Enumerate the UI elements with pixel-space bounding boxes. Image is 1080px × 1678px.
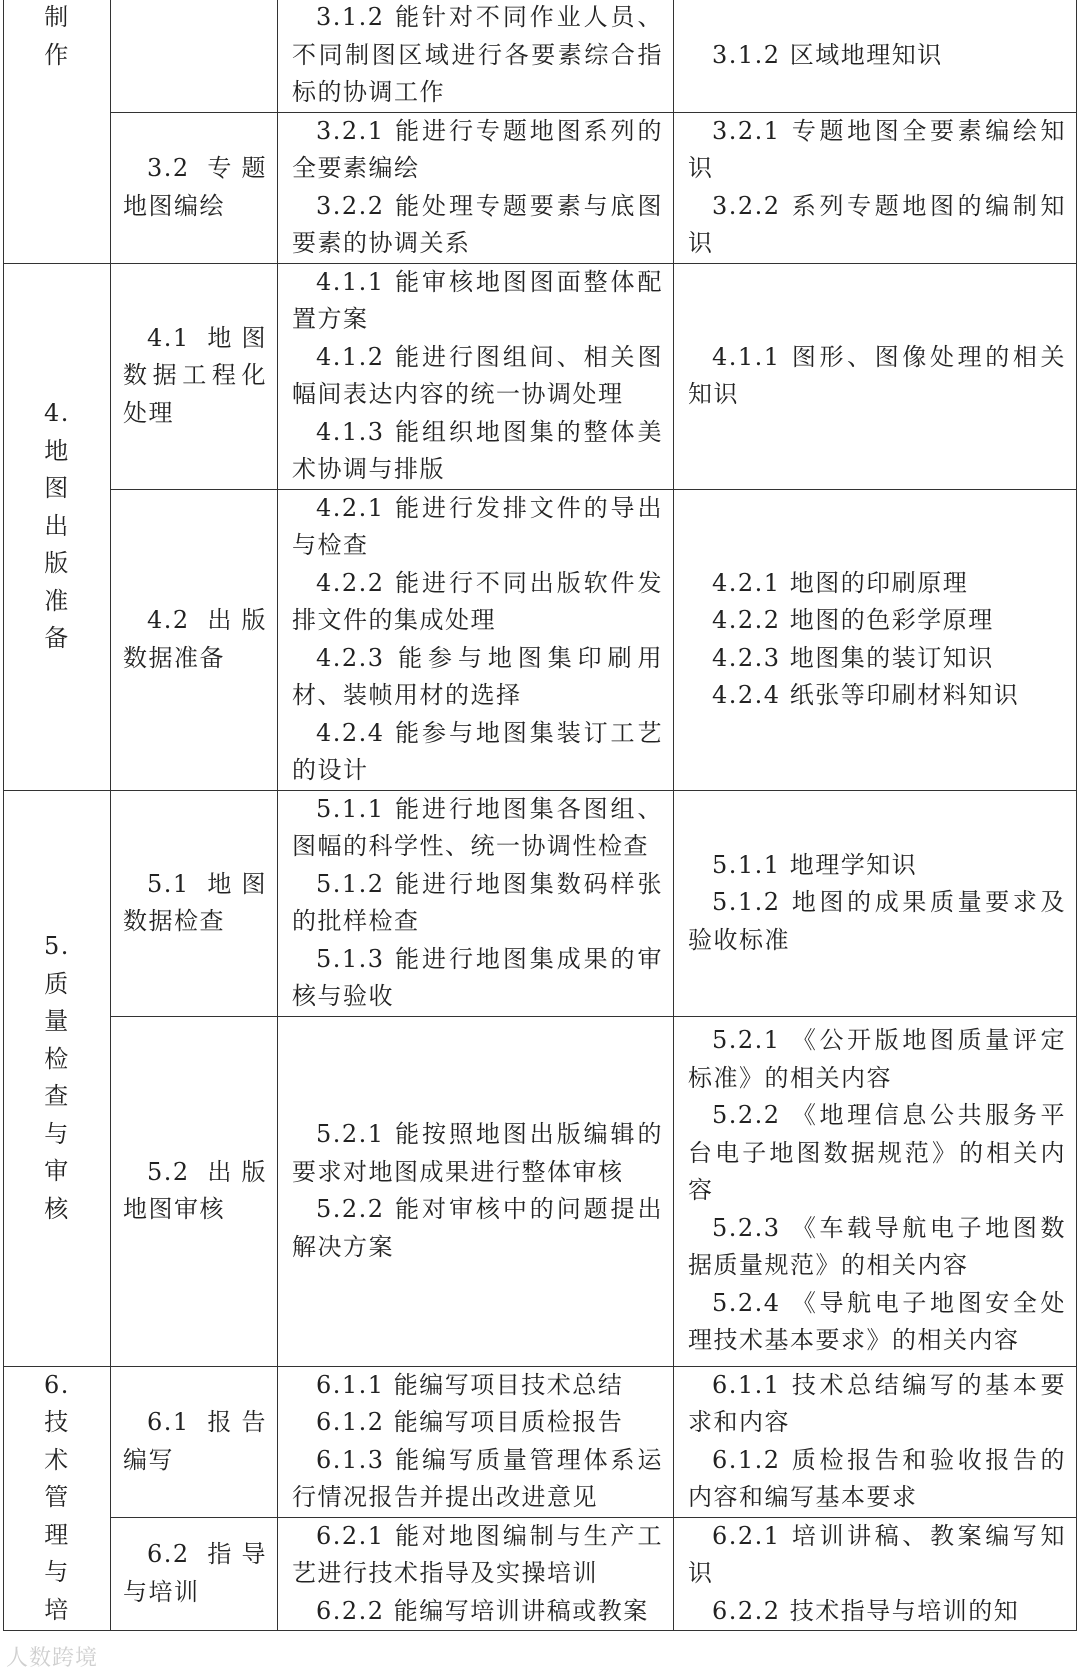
watermark-text: 人数跨境 (6, 1646, 99, 1671)
function-cell (4, 263, 111, 790)
related-knowledge-cell (674, 790, 1077, 1016)
related-knowledge-cell (674, 489, 1077, 790)
skill-requirement: 4.1.3 能组织地图集的整体美术协调与排版 (292, 417, 663, 483)
work-unit-cell (111, 790, 278, 1016)
knowledge-requirement: 3.2.2 系列专题地图的编制知识 (688, 191, 1066, 257)
knowledge-requirement: 5.2.1 《公开版地图质量评定标准》的相关内容 (688, 1026, 1066, 1092)
skill-requirement: 4.2.1 能进行发排文件的导出与检查 (292, 493, 663, 559)
skill-requirement: 4.1.2 能进行图组间、相关图幅间表达内容的统一协调处理 (292, 342, 663, 408)
knowledge-requirement: 5.1.1 地理学知识 (712, 850, 918, 879)
knowledge-requirement: 5.1.2 地图的成果质量要求及验收标准 (688, 888, 1066, 954)
related-knowledge-cell (674, 1517, 1077, 1631)
skill-requirements-cell (278, 1366, 674, 1517)
knowledge-requirement: 6.1.2 质检报告和验收报告的内容和编写基本要求 (688, 1445, 1066, 1511)
work-unit-label: 6.1 报告编写 (123, 1408, 267, 1474)
function-label: 制作 (44, 3, 70, 69)
skill-requirement: 3.1.2 能针对不同作业人员、不同制图区域进行各要素综合指标的协调工作 (292, 3, 663, 106)
related-knowledge-cell (674, 1366, 1077, 1517)
work-unit-label: 5.2 出版地图审核 (123, 1157, 267, 1223)
knowledge-requirement: 4.2.2 地图的色彩学原理 (712, 606, 994, 634)
skill-requirements-cell (278, 790, 674, 1016)
function-label: 6.技术管理与培 (44, 1370, 70, 1624)
knowledge-requirement: 3.1.2 区域地理知识 (712, 40, 943, 69)
skill-requirement: 6.1.2 能编写项目质检报告 (316, 1408, 624, 1436)
table-row (4, 489, 1077, 790)
work-unit-label: 4.2 出版数据准备 (123, 606, 267, 672)
function-cell (4, 1366, 111, 1631)
skill-requirements-cell (278, 263, 674, 489)
knowledge-requirement: 6.1.1 技术总结编写的基本要求和内容 (688, 1370, 1066, 1436)
related-knowledge-cell (674, 0, 1077, 112)
skill-requirement: 5.2.2 能对审核中的问题提出解决方案 (292, 1195, 663, 1261)
knowledge-requirement: 6.2.1 培训讲稿、教案编写知识 (688, 1521, 1066, 1587)
work-unit-cell (111, 489, 278, 790)
work-unit-label: 5.1 地图数据检查 (123, 869, 267, 935)
knowledge-requirement: 4.2.4 纸张等印刷材料知识 (712, 681, 1020, 709)
table-row (4, 0, 1077, 112)
related-knowledge-cell (674, 1016, 1077, 1366)
knowledge-requirement: 3.2.1 专题地图全要素编绘知识 (688, 116, 1066, 182)
knowledge-requirement: 4.1.1 图形、图像处理的相关知识 (688, 342, 1066, 408)
table-row (4, 1517, 1077, 1631)
skill-requirement: 4.2.2 能进行不同出版软件发排文件的集成处理 (292, 568, 663, 634)
work-unit-cell (111, 112, 278, 263)
table-row (4, 263, 1077, 489)
related-knowledge-cell (674, 112, 1077, 263)
skill-requirement: 6.2.1 能对地图编制与生产工艺进行技术指导及实操培训 (292, 1521, 663, 1587)
skill-requirements-cell (278, 1016, 674, 1366)
knowledge-requirement: 4.2.1 地图的印刷原理 (712, 568, 969, 597)
table-row (4, 790, 1077, 1016)
knowledge-requirement: 5.2.3 《车载导航电子地图数据质量规范》的相关内容 (688, 1213, 1066, 1280)
skill-requirement: 3.2.1 能进行专题地图系列的全要素编绘 (292, 116, 663, 182)
knowledge-requirement: 5.2.2 《地理信息公共服务平台电子地图数据规范》的相关内容 (688, 1101, 1066, 1205)
skill-requirement: 5.1.2 能进行地图集数码样张的批样检查 (292, 869, 663, 935)
skill-requirements-cell (278, 0, 674, 112)
skill-requirement: 6.1.3 能编写质量管理体系运行情况报告并提出改进意见 (292, 1445, 663, 1511)
skill-requirements-cell (278, 489, 674, 790)
function-cell (4, 0, 111, 263)
skill-requirement: 6.2.2 能编写培训讲稿或教案 (316, 1596, 649, 1625)
work-unit-cell (111, 1366, 278, 1517)
table-row (4, 1366, 1077, 1517)
work-unit-cell (111, 1016, 278, 1366)
skill-requirement: 5.2.1 能按照地图出版编辑的要求对地图成果进行整体审核 (292, 1120, 663, 1186)
work-unit-label: 4.1 地图数据工程化处理 (123, 323, 267, 427)
function-label: 4.地图出版准备 (44, 399, 70, 653)
knowledge-requirement: 4.2.3 地图集的装订知识 (712, 643, 994, 672)
skill-requirement: 4.2.3 能参与地图集印刷用材、装帧用材的选择 (292, 643, 663, 709)
work-unit-cell (111, 0, 278, 112)
function-cell (4, 790, 111, 1366)
work-unit-label: 3.2 专题地图编绘 (123, 154, 267, 220)
skill-requirement: 6.1.1 能编写项目技术总结 (316, 1370, 624, 1399)
skill-requirement: 4.2.4 能参与地图集装订工艺的设计 (292, 718, 663, 784)
work-unit-cell (111, 1517, 278, 1631)
work-unit-cell (111, 263, 278, 489)
skill-requirements-cell (278, 112, 674, 263)
skill-requirement: 4.1.1 能审核地图图面整体配置方案 (292, 267, 663, 333)
work-unit-label: 6.2 指导与培训 (123, 1540, 267, 1606)
related-knowledge-cell (674, 263, 1077, 489)
skill-requirement: 3.2.2 能处理专题要素与底图要素的协调关系 (292, 191, 663, 257)
skill-requirement: 5.1.1 能进行地图集各图组、图幅的科学性、统一协调性检查 (292, 794, 663, 860)
skills-table (3, 0, 1077, 1631)
table-row (4, 1016, 1077, 1366)
function-label: 5.质量检查与审核 (44, 932, 70, 1223)
skill-requirements-cell (278, 1517, 674, 1631)
skill-requirement: 5.1.3 能进行地图集成果的审核与验收 (292, 944, 663, 1010)
knowledge-requirement: 5.2.4 《导航电子地图安全处理技术基本要求》的相关内容 (688, 1288, 1066, 1355)
skills-table-body (4, 0, 1077, 1631)
knowledge-requirement: 6.2.2 技术指导与培训的知 (712, 1596, 1020, 1625)
table-row (4, 112, 1077, 263)
